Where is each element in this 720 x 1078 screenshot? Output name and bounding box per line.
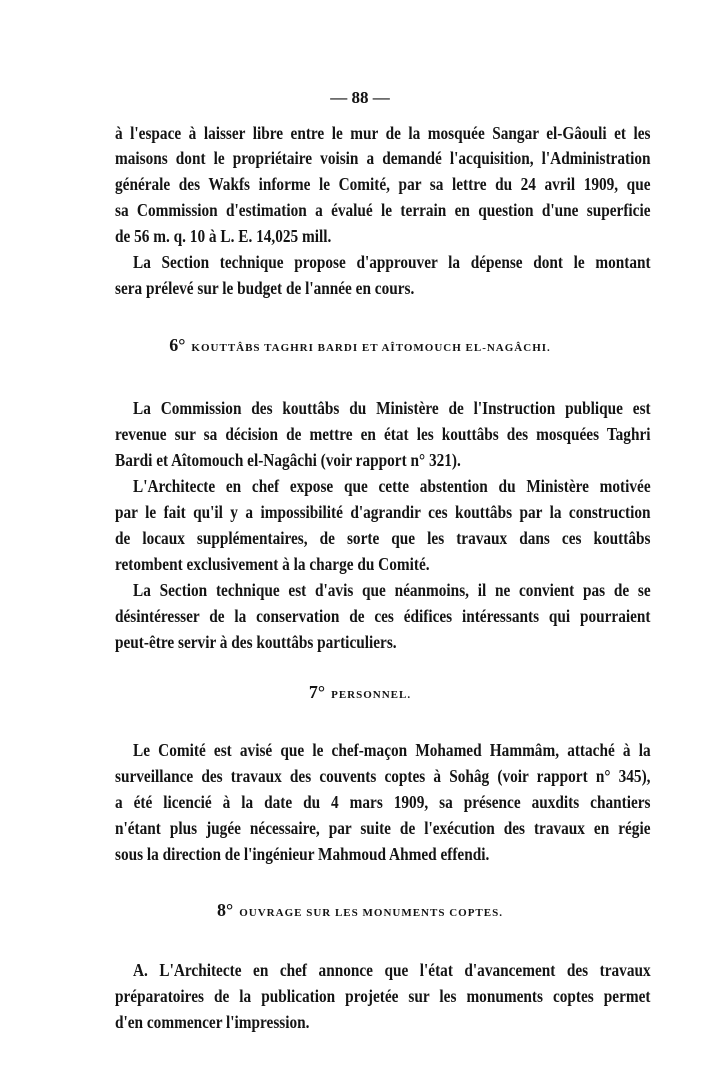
text-line: de locaux supplémentaires, de sorte que les travaux dans ces kouttâbs: [115, 528, 651, 548]
section-number: 8°: [217, 900, 234, 920]
section-title: OUVRAGE SUR LES MONUMENTS COPTES.: [239, 907, 503, 919]
text-line: A. L'Architecte en chef annonce que l'état d'avancement des travaux: [133, 960, 651, 980]
text-line: sous la direction de l'ingénieur Mahmoud Ahmed effendi.: [115, 844, 490, 864]
section-heading: [0, 899, 720, 924]
text-line: désintéresser de la conservation de ces édifices intéressants qui pourraient: [115, 606, 651, 626]
text-line: La Section technique est d'avis que néanmoins, il ne convient pas de se: [133, 580, 651, 600]
section-heading: [0, 681, 720, 706]
page-number: — 88 —: [330, 88, 390, 107]
text-line: préparatoires de la publication projetée sur les monuments coptes permet: [115, 986, 651, 1006]
text-line: surveillance des travaux des couvents coptes à Sohâg (voir rapport n° 345),: [115, 766, 651, 786]
section-heading: [0, 334, 720, 359]
text-line: à l'espace à laisser libre entre le mur de la mosquée Sangar el-Gâouli et les: [115, 123, 651, 143]
text-line: sa Commission d'estimation a évalué le terrain en question d'une superficie: [115, 200, 651, 220]
text-line: peut-être servir à des kouttâbs particuliers.: [115, 632, 397, 652]
text-line: de 56 m. q. 10 à L. E. 14,025 mill.: [115, 226, 332, 246]
section-title: PERSONNEL.: [331, 689, 412, 701]
text-line: La Commission des kouttâbs du Ministère de l'Instruction publique est: [133, 398, 651, 418]
text-line: maisons dont le propriétaire voisin a demandé l'acquisition, l'Administration: [115, 148, 651, 168]
section-number: 7°: [308, 682, 326, 702]
text-line: Bardi et Aîtomouch el-Nagâchi (voir rapport n° 321).: [115, 450, 461, 470]
text-line: par le fait qu'il y a impossibilité d'agrandir ces kouttâbs par la construction: [115, 502, 651, 522]
text-line: a été licencié à la date du 4 mars 1909, sa présence auxdits chantiers: [115, 792, 651, 812]
section-title: KOUTTÂBS TAGHRI BARDI ET AÎTOMOUCH EL-NAGÂCHI.: [191, 342, 551, 354]
text-line: revenue sur sa décision de mettre en état les kouttâbs des mosquées Taghri: [115, 424, 651, 444]
text-line: générale des Wakfs informe le Comité, par sa lettre du 24 avril 1909, que: [115, 174, 651, 194]
text-line: Le Comité est avisé que le chef-maçon Mohamed Hammâm, attaché à la: [133, 740, 651, 760]
text-line: L'Architecte en chef expose que cette abstention du Ministère motivée: [133, 476, 651, 496]
section-number: 6°: [169, 335, 186, 355]
text-line: n'étant plus jugée nécessaire, par suite de l'exécution des travaux en régie: [115, 818, 651, 838]
text-line: La Section technique propose d'approuver la dépense dont le montant: [133, 252, 651, 272]
text-line: retombent exclusivement à la charge du Comité.: [115, 554, 430, 574]
text-line: d'en commencer l'impression.: [115, 1012, 310, 1032]
text-line: sera prélevé sur le budget de l'année en cours.: [115, 278, 415, 298]
